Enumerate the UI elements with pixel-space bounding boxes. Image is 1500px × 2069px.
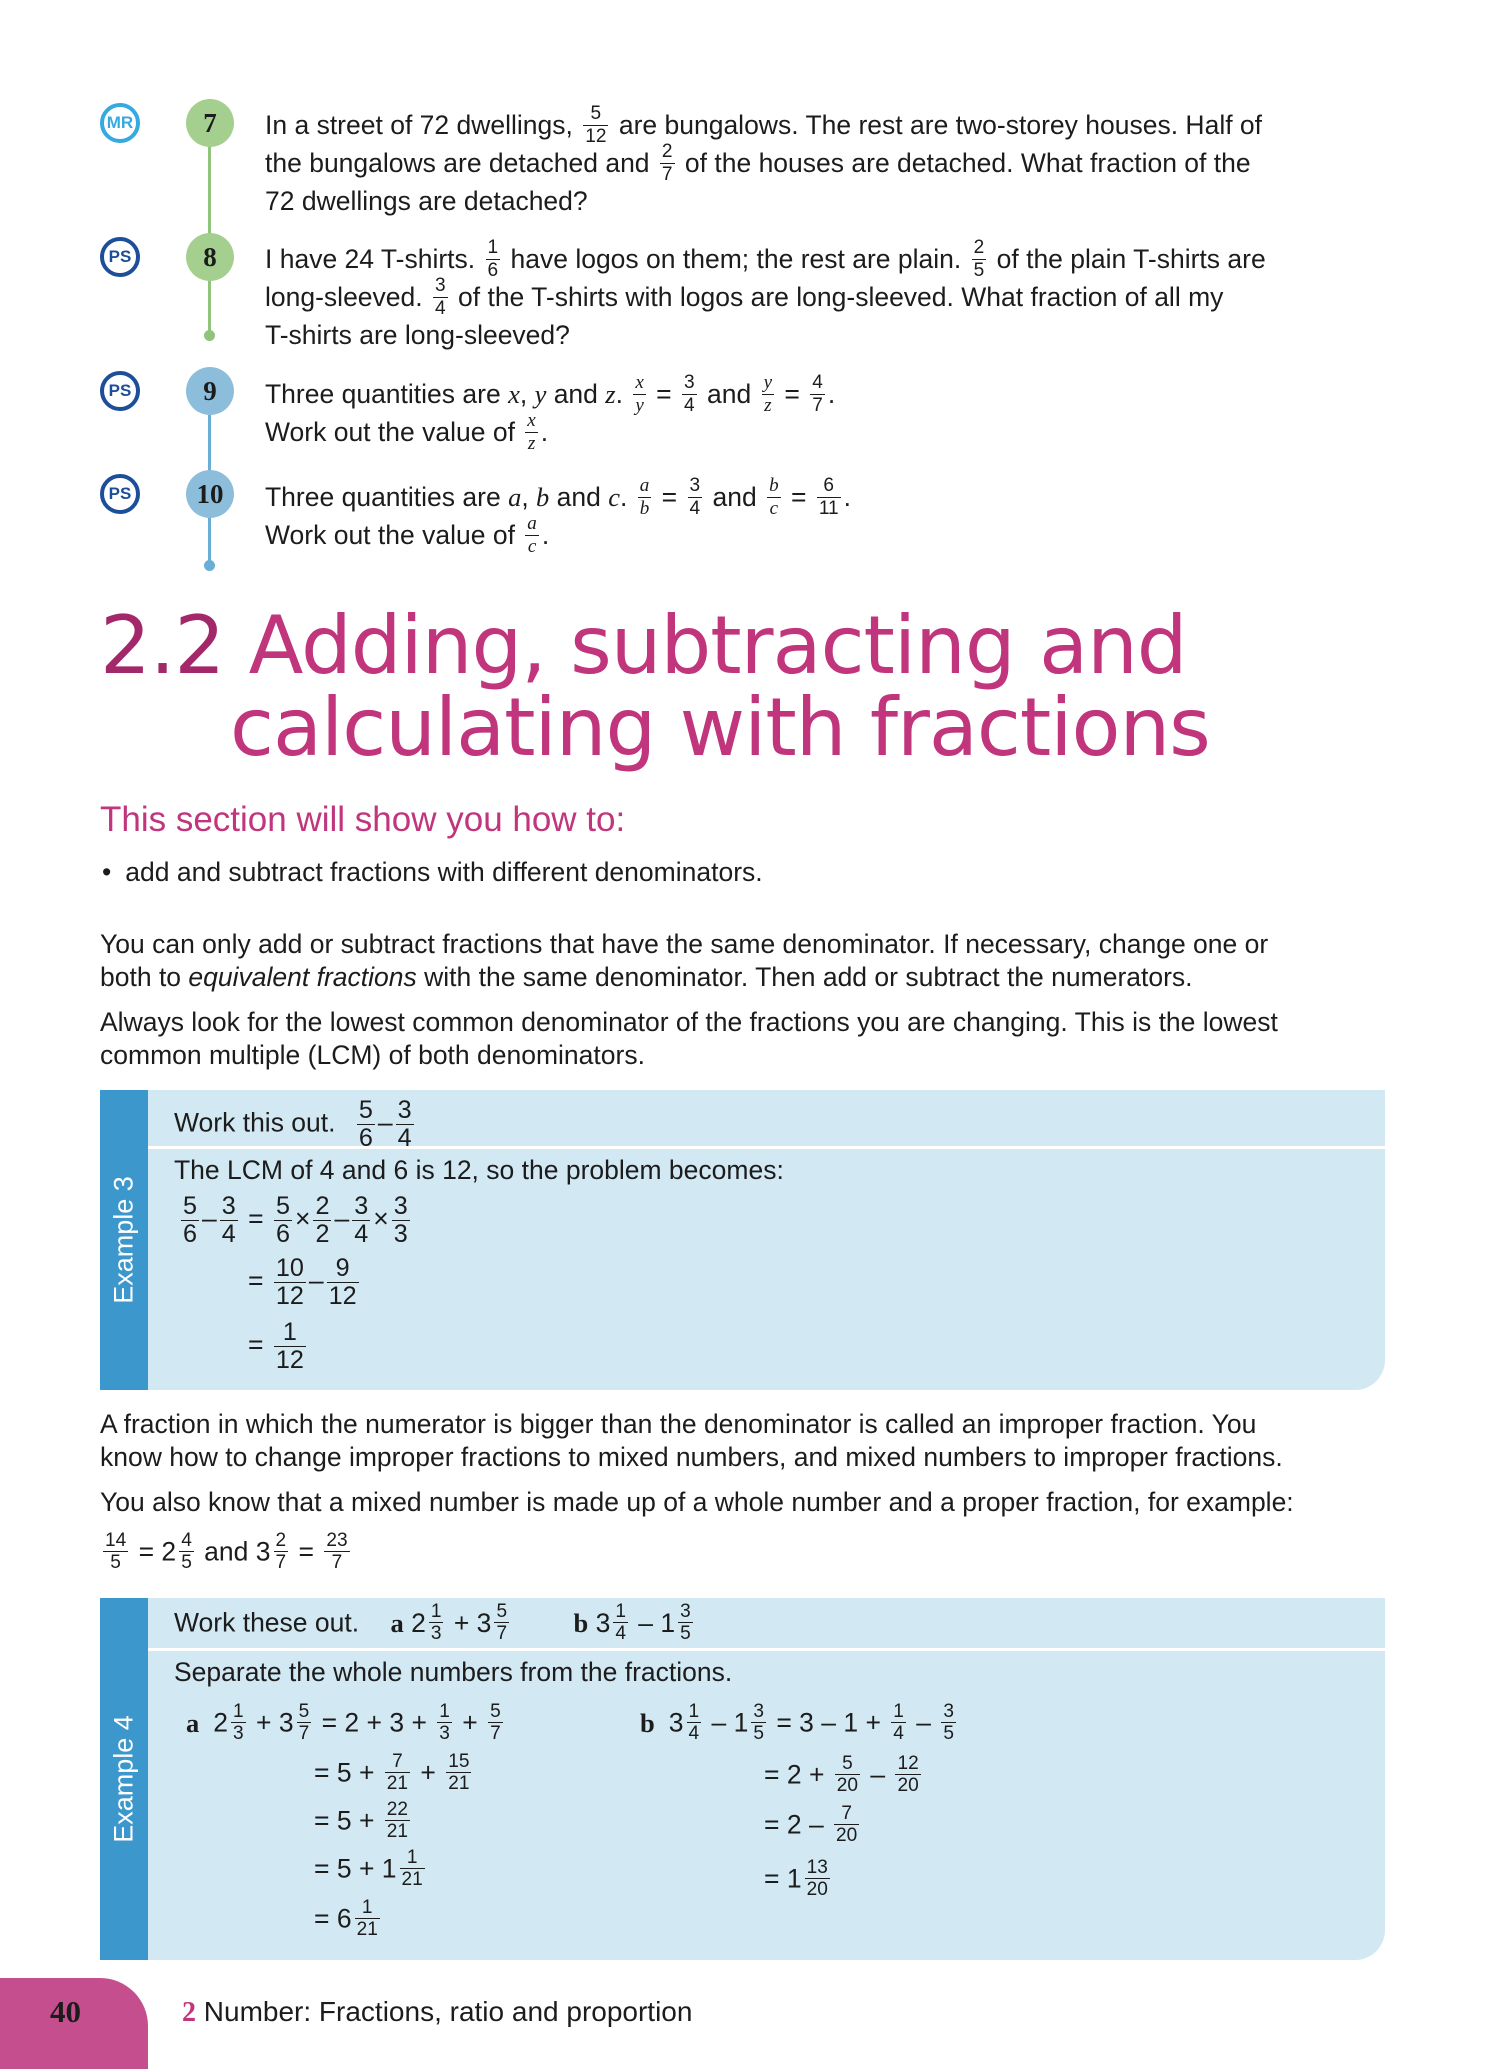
example-4b-step-2: = 2 + $\frac{5}{20}$ – $\frac{12}{20}$ xyxy=(764,1753,919,1797)
example-4a-step-3: = 5 + $\frac{22}{21}$ xyxy=(314,1799,409,1843)
question-number: 7 xyxy=(186,99,234,147)
question-number: 8 xyxy=(186,233,234,281)
question-7-text: In a street of 72 dwellings, $\frac{5}{12}$ are bungalows. The rest are two-storey houses. Half of the bungalows are detached and $\frac{2}{7}$ of the houses are detached. What fraction of the 72 dwellings are detached? xyxy=(265,103,1263,216)
example-3-step-2: = $\frac{10}{12}$ – $\frac{9}{12}$ xyxy=(248,1254,357,1311)
bullet-icon: • xyxy=(102,857,112,887)
mr-badge: MR xyxy=(100,103,140,143)
ps-badge: PS xyxy=(100,371,140,411)
section-number: 2.2 xyxy=(100,599,225,692)
connector-dot-green xyxy=(204,330,215,341)
example-3-tab: Example 3 xyxy=(100,1090,148,1390)
example-3-box xyxy=(100,1090,1385,1390)
example-4a-step-5: = 6 $\frac{1}{21}$ xyxy=(314,1897,378,1941)
ps-badge: PS xyxy=(100,237,140,277)
example-4-explanation: Separate the whole numbers from the fractions. xyxy=(174,1657,733,1687)
section-title-line1: Adding, subtracting and xyxy=(248,599,1187,692)
example-3-step-1: $\frac{5}{6}$ – $\frac{3}{4}$ = $\frac{5}{6}$ × $\frac{2}{2}$ – $\frac{3}{4}$ × $\frac{3}{3}$ xyxy=(183,1192,408,1249)
example-3-step-3: = $\frac{1}{12}$ xyxy=(248,1318,304,1375)
question-10-text: Three quantities are a, b and c. $\frac{a}{b}$ = $\frac{3}{4}$ and $\frac{b}{c}$ = $\frac{6}{11}$ . Work out the value of $\frac{a}{c}$ . xyxy=(265,475,852,557)
example-4-question: Work these out. a 2 $\frac{1}{3}$ + 3 $\frac{5}{7}$ b 3 $\frac{1}{4}$ – 1 $\frac{3}{5}$ xyxy=(174,1601,691,1645)
mixed-number-paragraph: You also know that a mixed number is made up of a whole number and a proper fraction, for example: xyxy=(100,1487,1294,1517)
intro-paragraph: You can only add or subtract fractions that have the same denominator. If necessary, change one or both to equivalent fractions with the same denominator. Then add or subtract the numerators. xyxy=(100,929,1269,992)
example-divider xyxy=(148,1648,1385,1651)
example-4-tab: Example 4 xyxy=(100,1598,148,1960)
section-subhead: This section will show you how to: xyxy=(100,800,626,839)
example-4-box xyxy=(100,1598,1385,1960)
question-9-text: Three quantities are x, y and z. $\frac{x}{y}$ = $\frac{3}{4}$ and $\frac{y}{z}$ = $\frac{4}{7}$ . Work out the value of $\frac{x}{z}$ . xyxy=(265,372,836,454)
section-title-line2: calculating with fractions xyxy=(230,681,1210,774)
ps-badge: PS xyxy=(100,474,140,514)
example-4a-step-4: = 5 + 1 $\frac{1}{21}$ xyxy=(314,1847,423,1891)
lcm-paragraph: Always look for the lowest common denominator of the fractions you are changing. This is the lowest common multiple (LCM) of both denominators. xyxy=(100,1007,1278,1070)
question-number: 9 xyxy=(186,367,234,415)
example-4b-step-3: = 2 – $\frac{7}{20}$ xyxy=(764,1803,858,1847)
example-3-explanation: The LCM of 4 and 6 is 12, so the problem becomes: xyxy=(174,1155,784,1185)
mixed-number-example: $\frac{14}{5}$ = 2 $\frac{4}{5}$ and 3 $\frac{2}{7}$ = $\frac{23}{7}$ xyxy=(105,1530,348,1574)
page-number: 40 xyxy=(50,1994,81,2029)
objective-bullet: • add and subtract fractions with different denominators. xyxy=(102,857,763,887)
example-4b-step-4: = 1 $\frac{13}{20}$ xyxy=(764,1857,828,1901)
example-3-question: Work this out. $\frac{5}{6}$ – $\frac{3}{4}$ xyxy=(174,1096,412,1153)
section-title xyxy=(100,599,1210,774)
connector-dot-blue xyxy=(204,560,215,571)
page-number-tab xyxy=(0,1978,148,2069)
chapter-title: 2 Number: Fractions, ratio and proportion xyxy=(182,1996,693,2028)
question-number: 10 xyxy=(186,470,234,518)
example-4a-step-2: = 5 + $\frac{7}{21}$ + $\frac{15}{21}$ xyxy=(314,1751,470,1795)
question-8-text: I have 24 T-shirts. $\frac{1}{6}$ have logos on them; the rest are plain. $\frac{2}{5}$ of the plain T-shirts are long-sleeved. $\frac{3}{4}$ of the T-shirts with logos are long-sleeved. What fraction of all my T-shirts are long-sleeved? xyxy=(265,237,1266,350)
example-4a-step-1: a 2 $\frac{1}{3}$ + 3 $\frac{5}{7}$ = 2 + 3 + $\frac{1}{3}$ + $\frac{5}{7}$ xyxy=(186,1701,501,1745)
improper-paragraph: A fraction in which the numerator is bigger than the denominator is called an improper fraction. You know how to change improper fractions to mixed numbers, and mixed numbers to improper fractions. xyxy=(100,1409,1283,1472)
example-4b-step-1: b 3 $\frac{1}{4}$ – 1 $\frac{3}{5}$ = 3 – 1 + $\frac{1}{4}$ – $\frac{3}{5}$ xyxy=(640,1701,955,1745)
